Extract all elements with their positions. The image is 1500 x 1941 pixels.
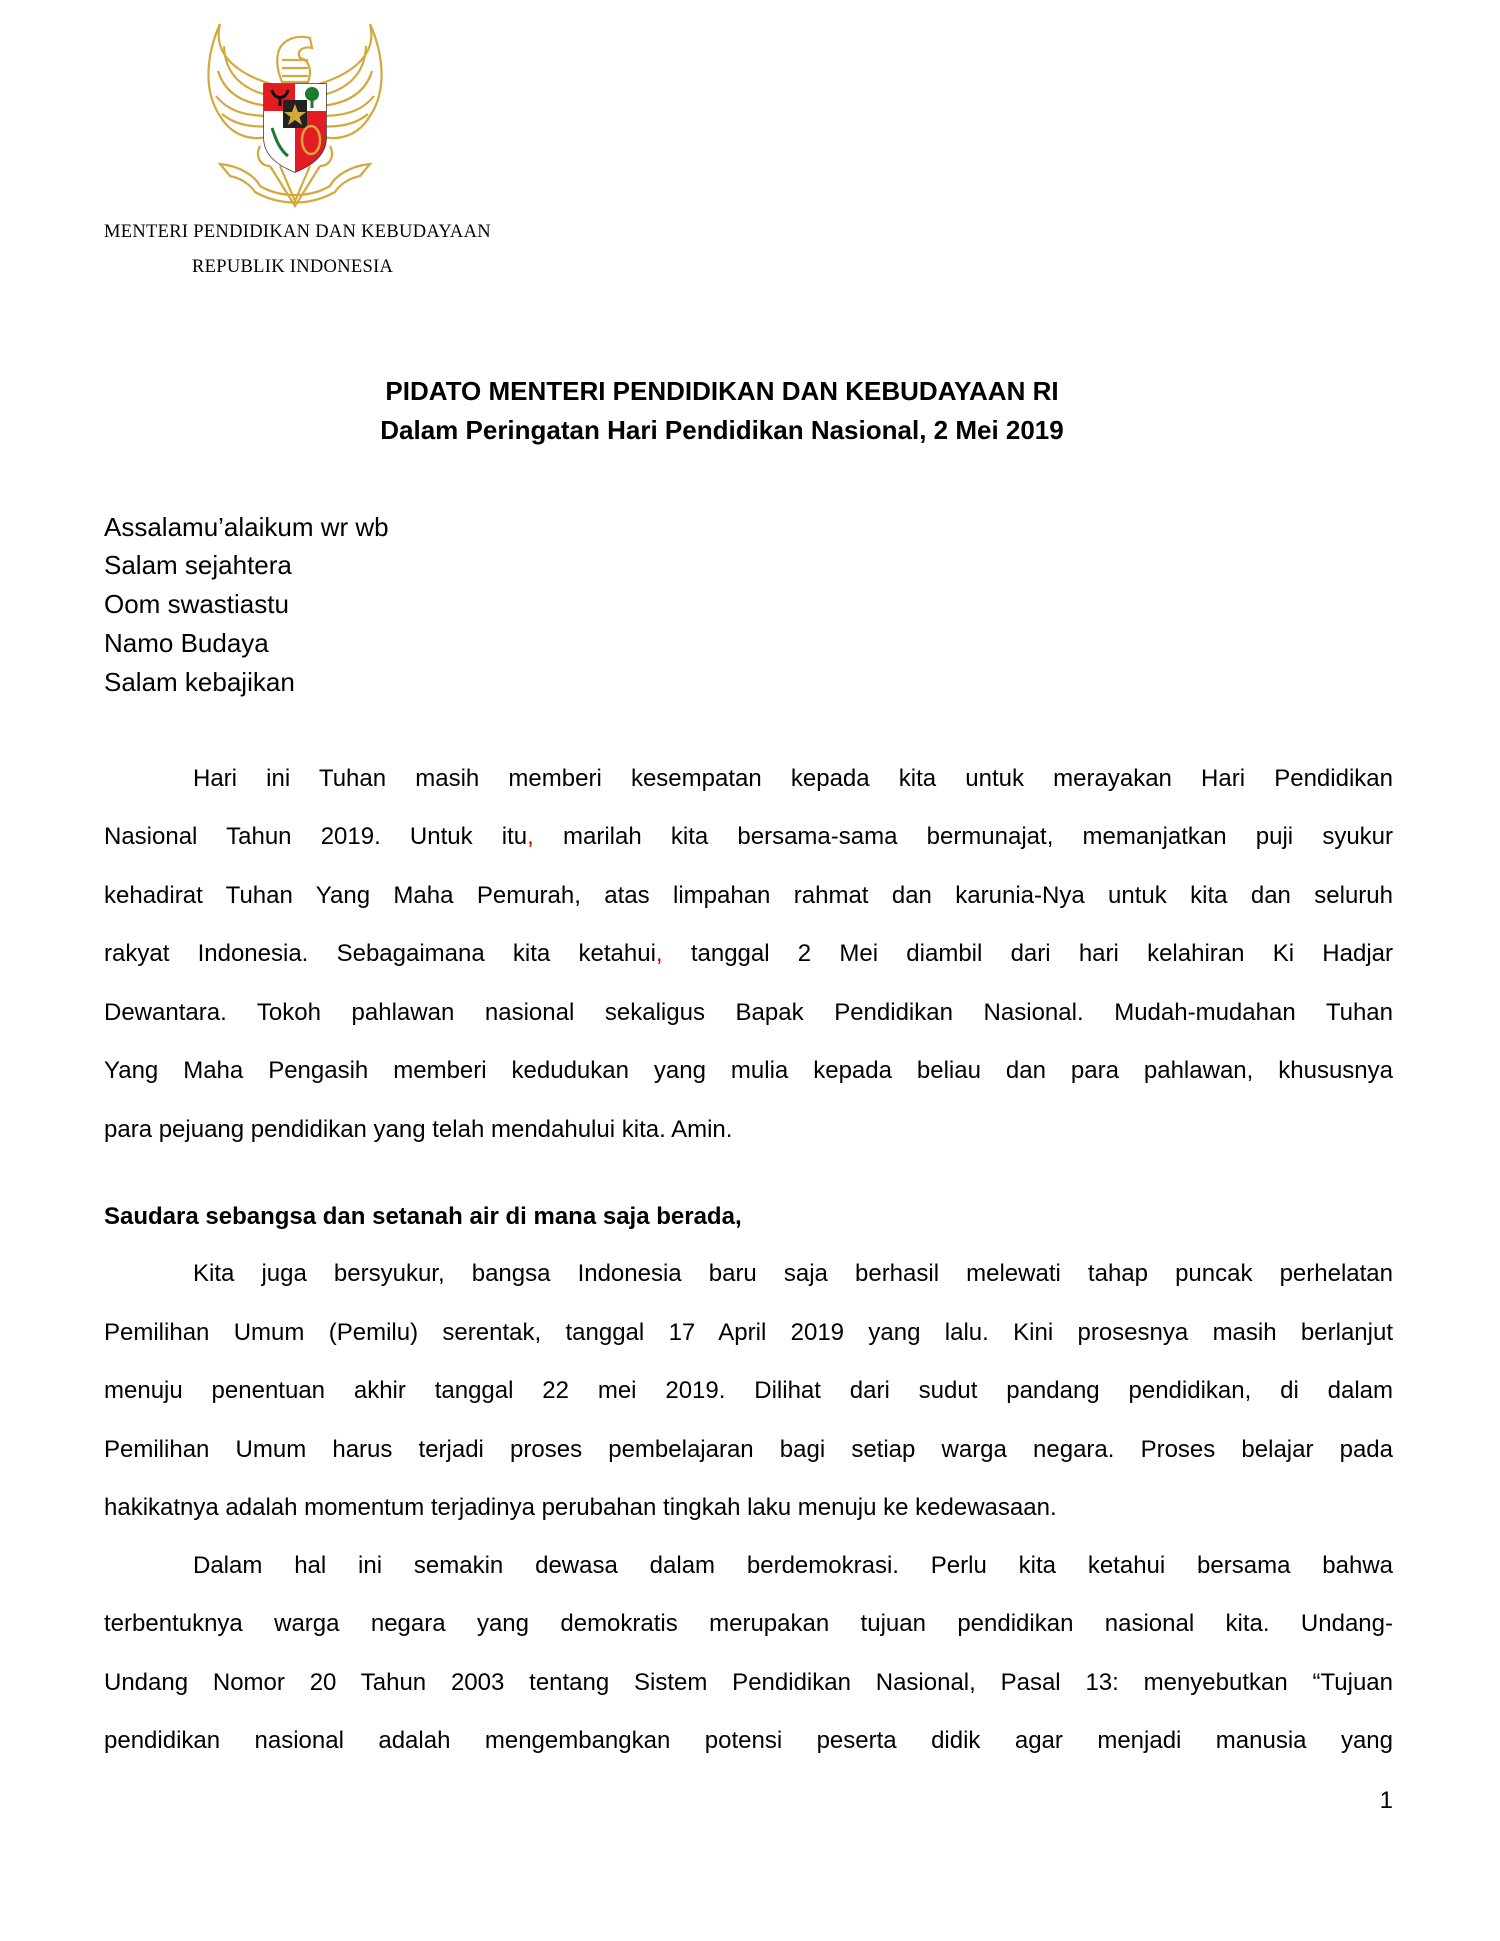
greeting-line: Salam kebajikan bbox=[104, 667, 295, 697]
text-segment: tanggal 2 Mei diambil dari hari kelahiran Ki Hadjar bbox=[662, 940, 1393, 967]
paragraph-line: para pejuang pendidikan yang telah mendahului kita. Amin. bbox=[104, 1116, 733, 1143]
paragraph-line: Yang Maha Pengasih memberi kedudukan yang mulia kepada beliau dan para pahlawan, khususnya bbox=[104, 1057, 1393, 1084]
paragraph-line: Pemilihan Umum (Pemilu) serentak, tanggal 17 April 2019 yang lalu. Kini prosesnya masih berlanjut bbox=[104, 1319, 1393, 1346]
text-segment: marilah kita bersama-sama bermunajat, memanjatkan puji syukur bbox=[533, 823, 1394, 850]
paragraph-line: pendidikan nasional adalah mengembangkan potensi peserta didik agar menjadi manusia yang bbox=[104, 1727, 1393, 1754]
paragraph-line: hakikatnya adalah momentum terjadinya perubahan tingkah laku menuju ke kedewasaan. bbox=[104, 1494, 1057, 1521]
paragraph-line bbox=[104, 821, 1393, 853]
section-heading: Saudara sebangsa dan setanah air di mana saja berada, bbox=[104, 1203, 742, 1230]
letterhead-ministry: MENTERI PENDIDIKAN DAN KEBUDAYAAN bbox=[104, 222, 491, 242]
document-title: PIDATO MENTERI PENDIDIKAN DAN KEBUDAYAAN RI bbox=[385, 376, 1059, 406]
greeting-line: Salam sejahtera bbox=[104, 550, 292, 580]
document-subtitle: Dalam Peringatan Hari Pendidikan Nasional, 2 Mei 2019 bbox=[380, 415, 1064, 445]
letterhead-country: REPUBLIK INDONESIA bbox=[192, 257, 394, 277]
paragraph-line bbox=[104, 938, 1393, 970]
paragraph-line: menuju penentuan akhir tanggal 22 mei 2019. Dilihat dari sudut pandang pendidikan, di dalam bbox=[104, 1377, 1393, 1404]
paragraph-line: Undang Nomor 20 Tahun 2003 tentang Sistem Pendidikan Nasional, Pasal 13: menyebutkan “Tujuan bbox=[104, 1669, 1393, 1696]
text-segment: rakyat Indonesia. Sebagaimana kita ketahui bbox=[104, 940, 656, 967]
paragraph-line: terbentuknya warga negara yang demokratis merupakan tujuan pendidikan nasional kita. Undang- bbox=[104, 1610, 1393, 1637]
paragraph-line: kehadirat Tuhan Yang Maha Pemurah, atas limpahan rahmat dan karunia-Nya untuk kita dan seluruh bbox=[104, 882, 1393, 909]
paragraph-line: Pemilihan Umum harus terjadi proses pembelajaran bagi setiap warga negara. Proses belajar pada bbox=[104, 1436, 1393, 1463]
paragraph-line: Hari ini Tuhan masih memberi kesempatan kepada kita untuk merayakan Hari Pendidikan bbox=[193, 765, 1393, 792]
paragraph-line: Dewantara. Tokoh pahlawan nasional sekaligus Bapak Pendidikan Nasional. Mudah-mudahan Tuhan bbox=[104, 999, 1393, 1026]
paragraph-line: Kita juga bersyukur, bangsa Indonesia baru saja berhasil melewati tahap puncak perhelatan bbox=[193, 1260, 1393, 1287]
text-segment: Nasional Tahun 2019. Untuk itu bbox=[104, 823, 528, 850]
paragraph-line: Dalam hal ini semakin dewasa dalam berdemokrasi. Perlu kita ketahui bersama bahwa bbox=[193, 1552, 1393, 1579]
greeting-line: Assalamu’alaikum wr wb bbox=[104, 512, 389, 542]
highlighted-comma: , bbox=[655, 940, 663, 967]
page-number: 1 bbox=[1379, 1787, 1393, 1814]
highlighted-comma: , bbox=[527, 823, 534, 850]
garuda-emblem-logo bbox=[200, 16, 390, 214]
greeting-line: Namo Budaya bbox=[104, 628, 269, 658]
greeting-line: Oom swastiastu bbox=[104, 589, 289, 619]
